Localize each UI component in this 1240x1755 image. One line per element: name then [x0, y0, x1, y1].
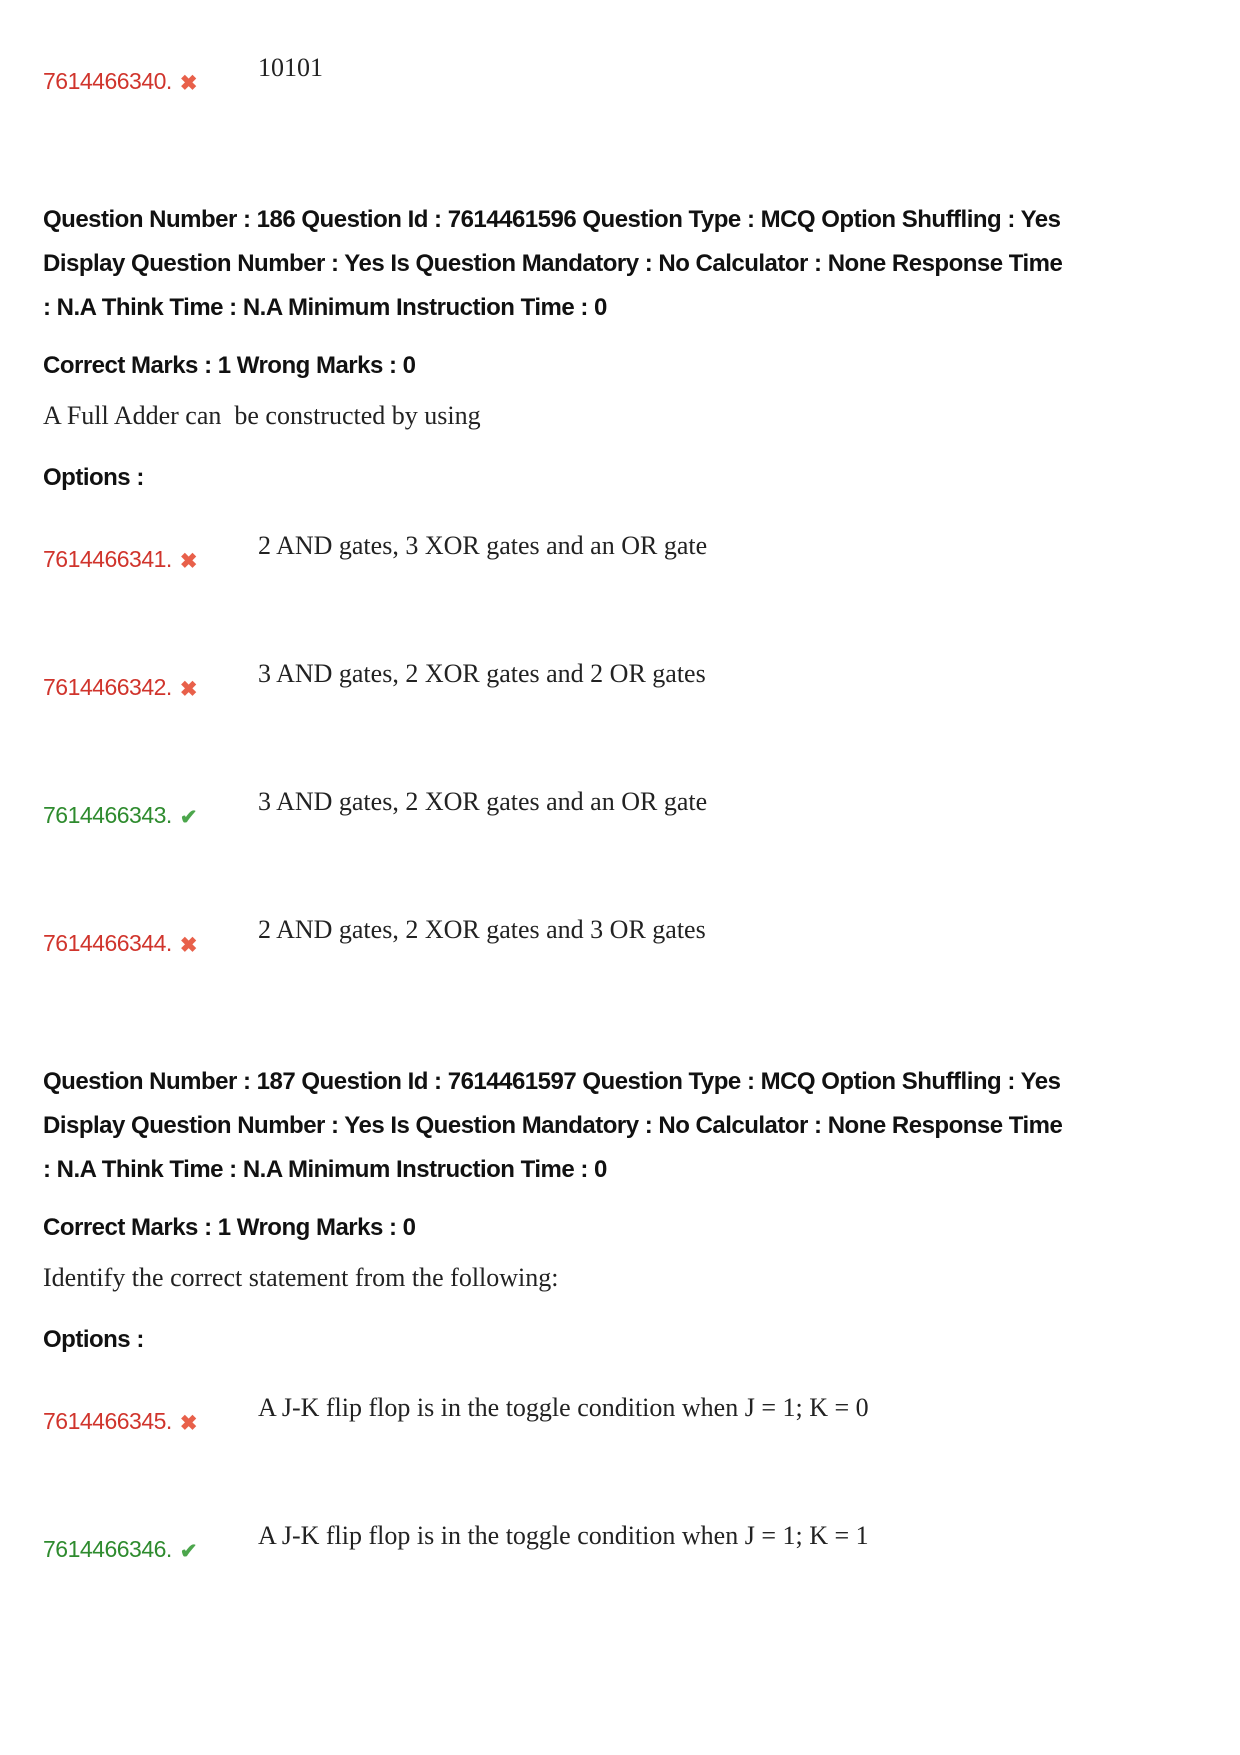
option-id-text: 7614466346.: [43, 1536, 172, 1562]
question-header-line: : N.A Think Time : N.A Minimum Instruction Time : 0: [43, 1156, 607, 1183]
option-id: [43, 802, 258, 829]
options-list: [43, 1392, 1200, 1566]
options-label: Options :: [43, 1326, 144, 1353]
option-id-text: 7614466340.: [43, 68, 172, 94]
question-header-line: Display Question Number : Yes Is Question Mandatory : No Calculator : None Response Time: [43, 250, 1063, 277]
question-block: [43, 1060, 1200, 1566]
options-list: [43, 530, 1200, 960]
option-id-text: 7614466344.: [43, 930, 172, 956]
option-row: [43, 914, 1200, 960]
option-id: [43, 930, 258, 957]
question-header-line: Question Number : 186 Question Id : 7614461596 Question Type : MCQ Option Shuffling : Yes: [43, 206, 1061, 233]
question-header-line: Question Number : 187 Question Id : 7614461597 Question Type : MCQ Option Shuffling : Yes: [43, 1068, 1061, 1095]
option-text: 3 AND gates, 2 XOR gates and an OR gate: [258, 787, 708, 816]
option-id: [43, 1408, 258, 1435]
options-label: Options :: [43, 464, 144, 491]
marks-line: Correct Marks : 1 Wrong Marks : 0: [43, 1214, 416, 1241]
option-id-text: 7614466345.: [43, 1408, 172, 1434]
question-header-line: Display Question Number : Yes Is Question Mandatory : No Calculator : None Response Time: [43, 1112, 1063, 1139]
question-header-line: : N.A Think Time : N.A Minimum Instruction Time : 0: [43, 294, 607, 321]
question-text: A Full Adder can be constructed by using: [43, 401, 481, 430]
option-row: [43, 786, 1200, 832]
correct-check-icon: ✔: [179, 806, 197, 829]
option-id: [43, 1536, 258, 1563]
option-row: [43, 1392, 1200, 1438]
option-row: [43, 658, 1200, 704]
wrong-cross-icon: ✖: [179, 934, 197, 957]
marks-line: Correct Marks : 1 Wrong Marks : 0: [43, 352, 416, 379]
option-row: [43, 1520, 1200, 1566]
option-id: [43, 546, 258, 573]
option-id: [43, 674, 258, 701]
option-text: 2 AND gates, 3 XOR gates and an OR gate: [258, 531, 708, 560]
option-row: [43, 52, 1200, 98]
option-id-text: 7614466343.: [43, 802, 172, 828]
option-id: [43, 68, 258, 95]
option-id-text: 7614466342.: [43, 674, 172, 700]
wrong-cross-icon: ✖: [179, 72, 197, 95]
question-text: Identify the correct statement from the following:: [43, 1263, 559, 1292]
correct-check-icon: ✔: [179, 1540, 197, 1563]
wrong-cross-icon: ✖: [179, 550, 197, 573]
question-block: [43, 198, 1200, 960]
wrong-cross-icon: ✖: [179, 678, 197, 701]
option-text: 3 AND gates, 2 XOR gates and 2 OR gates: [258, 659, 706, 688]
option-text: 10101: [258, 53, 323, 82]
option-text: A J-K flip flop is in the toggle condition when J = 1; K = 1: [258, 1521, 869, 1550]
option-id-text: 7614466341.: [43, 546, 172, 572]
option-text: 2 AND gates, 2 XOR gates and 3 OR gates: [258, 915, 706, 944]
option-row: [43, 530, 1200, 576]
wrong-cross-icon: ✖: [179, 1412, 197, 1435]
option-text: A J-K flip flop is in the toggle condition when J = 1; K = 0: [258, 1393, 869, 1422]
